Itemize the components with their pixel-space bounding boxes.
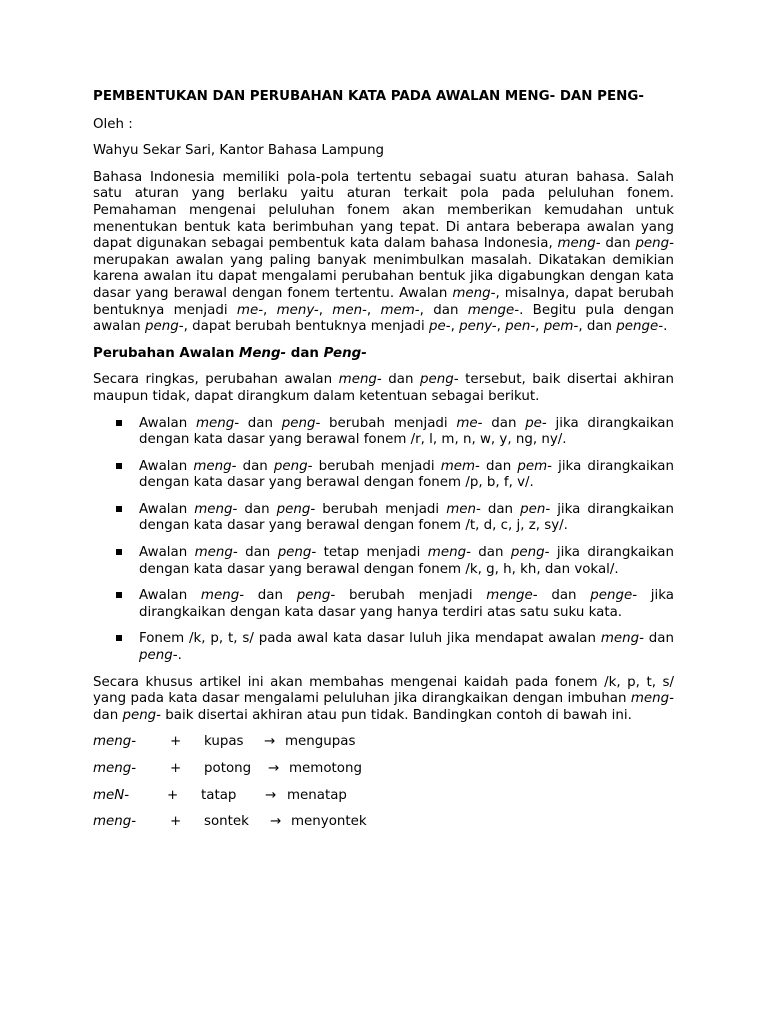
example-base: kupas — [204, 734, 244, 750]
example-row — [93, 788, 674, 805]
summary-paragraph: Secara ringkas, perubahan awalan meng- dan peng- tersebut, baik disertai akhiran maupun tidak, dapat dirangkum dalam ketentuan sebagai berikut. — [93, 372, 674, 404]
rule-item: Awalan meng- dan peng- berubah menjadi men- dan pen- jika dirangkaikan dengan kata dasar yang berawal dengan fonem /t, d, c, j, z, sy/. — [93, 502, 674, 535]
arrow-icon: → — [270, 814, 282, 830]
square-bullet-icon — [116, 592, 122, 598]
arrow-icon: → — [268, 761, 280, 776]
rule-item: Awalan meng- dan peng- berubah menjadi menge- dan penge- jika dirangkaikan dengan kata dasar yang hanya terdiri atas satu suku kata. — [93, 588, 674, 621]
square-bullet-icon — [116, 506, 122, 512]
example-result: menatap — [287, 787, 347, 803]
document-page — [93, 89, 674, 841]
example-row — [93, 761, 674, 778]
example-prefix: meng- — [93, 814, 137, 830]
byline-label: Oleh : — [93, 116, 133, 132]
example-prefix: meN- — [93, 787, 130, 803]
plus-sign: + — [170, 761, 182, 776]
examples-list — [93, 734, 674, 830]
document-title: PEMBENTUKAN DAN PERUBAHAN KATA PADA AWALAN MENG- DAN PENG- — [93, 89, 644, 104]
example-base: sontek — [204, 814, 249, 830]
example-row — [93, 734, 674, 751]
intro-paragraph: Bahasa Indonesia memiliki pola-pola tertentu sebagai suatu aturan bahasa. Salah satu aturan yang berlaku yaitu aturan terkait pola pada peluluhan fonem. Pemahaman mengenai peluluhan fonem akan memberikan kemudahan untuk menentukan bentuk kata berimbuhan yang tepat. Di antara beberapa awalan yang dapat digunakan sebagai pembentuk kata dalam bahasa Indonesia, meng- dan peng- merupakan awalan yang paling banyak menimbulkan masalah. Dikatakan demikian karena awalan itu dapat mengalami perubahan bentuk jika digabungkan dengan kata dasar yang berawal dengan fonem tertentu. Awalan meng-, misalnya, dapat berubah bentuknya menjadi me-, meny-, men-, mem-, dan menge-. Begitu pula dengan awalan peng-, dapat berubah bentuknya menjadi pe-, peny-, pen-, pem-, dan penge-. — [93, 169, 675, 335]
author-line: Wahyu Sekar Sari, Kantor Bahasa Lampung — [93, 143, 385, 159]
square-bullet-icon — [116, 420, 122, 426]
rule-item: Awalan meng- dan peng- berubah menjadi mem- dan pem- jika dirangkaikan dengan kata dasar yang berawal dengan fonem /p, b, f, v/. — [93, 459, 674, 492]
square-bullet-icon — [116, 635, 122, 641]
example-result: menyontek — [291, 814, 367, 830]
rule-item: Awalan meng- dan peng- tetap menjadi meng- dan peng- jika dirangkaikan dengan kata dasar yang berawal dengan fonem /k, g, h, kh, dan vokal/. — [93, 545, 674, 578]
example-result: mengupas — [285, 734, 356, 750]
example-prefix: meng- — [93, 761, 137, 776]
rule-item: Awalan meng- dan peng- berubah menjadi me- dan pe- jika dirangkaikan dengan kata dasar yang berawal fonem /r, l, m, n, w, y, ng, ny/. — [93, 416, 674, 449]
example-base: potong — [204, 761, 252, 776]
special-paragraph: Secara khusus artikel ini akan membahas mengenai kaidah pada fonem /k, p, t, s/ yang pada kata dasar mengalami peluluhan jika dirangkaikan dengan imbuhan meng- dan peng- baik disertai akhiran atau pun tidak. Bandingkan contoh di bawah ini. — [93, 674, 674, 723]
square-bullet-icon — [116, 549, 122, 555]
example-prefix: meng- — [93, 734, 137, 750]
section-heading: Perubahan Awalan Meng- dan Peng- — [93, 345, 367, 361]
square-bullet-icon — [116, 463, 122, 469]
plus-sign: + — [170, 814, 182, 830]
arrow-icon: → — [264, 734, 276, 750]
plus-sign: + — [167, 787, 179, 803]
arrow-icon: → — [265, 787, 277, 803]
rules-list — [93, 416, 674, 665]
plus-sign: + — [170, 734, 182, 750]
example-base: tatap — [201, 787, 237, 803]
example-row — [93, 814, 674, 831]
rule-item: Fonem /k, p, t, s/ pada awal kata dasar luluh jika mendapat awalan meng- dan peng-. — [93, 631, 674, 664]
example-result: memotong — [289, 761, 362, 776]
